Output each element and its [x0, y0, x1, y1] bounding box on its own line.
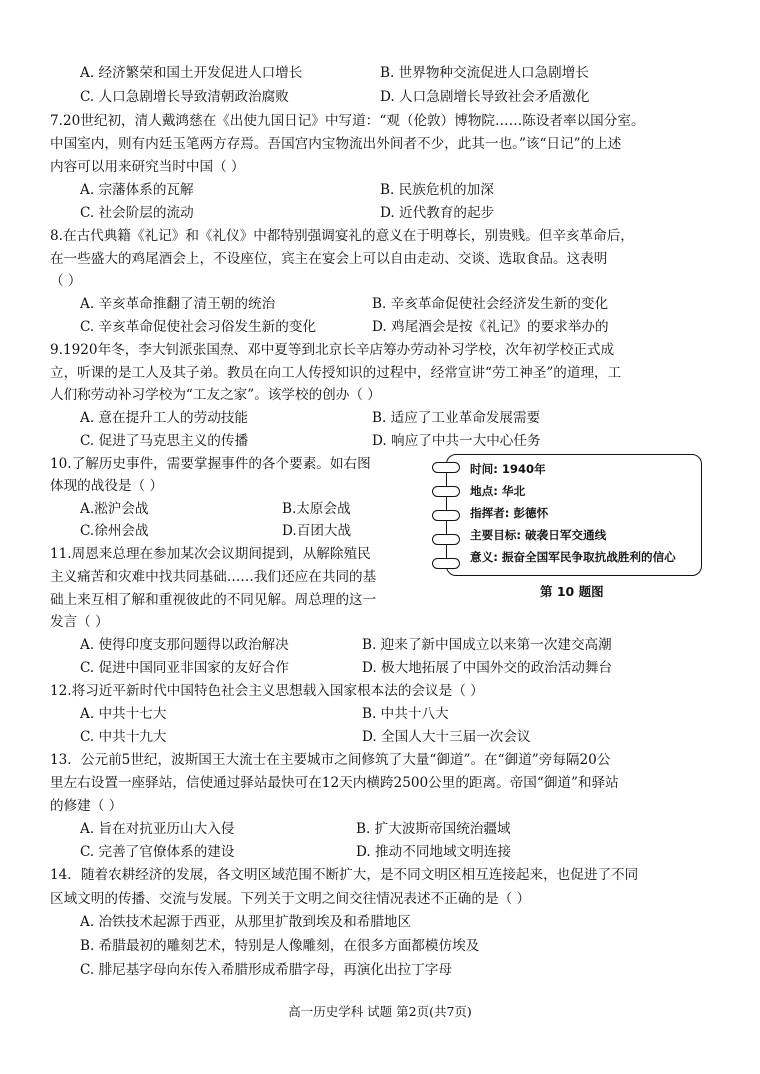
q8-option-b: B. 辛亥革命促使社会经济发生新的变化: [372, 296, 609, 312]
q9-stem-line3: 人们称劳动补习学校为“工友之家”。该学校的创办（ ）: [50, 387, 381, 403]
q9-option-d: D. 响应了中共一大中心任务: [372, 433, 541, 449]
q14-option-a: A. 冶铁技术起源于西亚，从那里扩散到埃及和希腊地区: [80, 914, 412, 930]
q7-stem-line2: 中国室内，则有内廷玉笔两方存焉。吾国宫内宝物流出外间者不少，此其一也。”该“日记”的上述: [50, 136, 622, 152]
q11-option-d: D. 极大地拓展了中国外交的政治活动舞台: [362, 660, 613, 676]
q12-option-d: D. 全国人大十三届一次会议: [362, 729, 531, 745]
q9-option-b: B. 适应了工业革命发展需要: [372, 410, 541, 426]
q11-stem-line4: 发言（ ）: [50, 614, 109, 630]
q10-option-c: C.徐州会战: [80, 523, 149, 539]
q12-option-a: A. 中共十七大: [80, 706, 167, 722]
q11-option-a: A. 使得印度支那问题得以政治解决: [80, 637, 289, 653]
q9-option-a: A. 意在提升工人的劳动技能: [80, 410, 248, 426]
q11-option-c: C. 促进中国同亚非国家的友好合作: [80, 660, 289, 676]
q7-option-d: D. 近代教育的起步: [380, 205, 495, 221]
q7-option-a: A. 宗藩体系的瓦解: [80, 182, 194, 198]
figure-target: 主要目标: 破袭日军交通线: [470, 528, 607, 542]
q10-figure-notebook: [432, 452, 704, 579]
q6-option-b: B. 世界物种交流促进人口急剧增长: [380, 65, 589, 81]
q6-option-d: D. 人口急剧增长导致社会矛盾激化: [380, 89, 590, 105]
figure-time: 时间: 1940年: [470, 462, 546, 476]
q6-option-c: C. 人口急剧增长导致清朝政治腐败: [80, 89, 289, 105]
q12-option-c: C. 中共十九大: [80, 729, 167, 745]
q14-option-c: C. 腓尼基字母向东传入希腊形成希腊字母，再演化出拉丁字母: [80, 962, 452, 978]
q7-option-b: B. 民族危机的加深: [380, 182, 494, 198]
q13-stem-line3: 的修建（ ）: [50, 798, 123, 814]
q13-option-c: C. 完善了官僚体系的建设: [80, 844, 235, 860]
q10-stem-line1: 10.了解历史事件，需要掌握事件的各个要素。如右图: [50, 456, 371, 472]
q13-option-a: A. 旨在对抗亚历山大入侵: [80, 821, 235, 837]
q12-option-b: B. 中共十八大: [362, 706, 449, 722]
q8-stem-line3: （ ）: [50, 273, 82, 289]
q12-stem: 12.将习近平新时代中国特色社会主义思想载入国家根本法的会议是（ ）: [50, 683, 484, 699]
figure-meaning: 意义: 振奋全国军民争取抗战胜利的信心: [470, 550, 676, 564]
q13-option-b: B. 扩大波斯帝国统治疆域: [356, 821, 511, 837]
q13-stem-line2: 里左右设置一座驿站，信使通过驿站最快可在12天内横跨2500公里的距离。帝国“御道”和驿站: [50, 775, 619, 791]
q14-option-b: B. 希腊最初的雕刻艺术，特别是人像雕刻，在很多方面都模仿埃及: [80, 938, 480, 954]
q13-option-d: D. 推动不同地域文明连接: [356, 844, 511, 860]
figure-caption: 第 10 题图: [540, 584, 604, 599]
figure-commander: 指挥者: 彭德怀: [470, 506, 549, 520]
q9-stem-line2: 立，听课的是工人及其子弟。教员在向工人传授知识的过程中，经常宣讲“劳工神圣”的道理，工: [50, 365, 622, 381]
q10-stem-line2: 体现的战役是（ ）: [50, 478, 164, 494]
q8-option-a: A. 辛亥革命推翻了清王朝的统治: [80, 296, 276, 312]
q8-stem-line1: 8.在古代典籍《礼记》和《礼仪》中都特别强调宴礼的意义在于明尊长，别贵贱。但辛亥革命后，: [50, 228, 634, 244]
notebook-ring-icon: [432, 462, 460, 473]
q10-option-a: A.淞沪会战: [80, 501, 149, 517]
q8-option-c: C. 辛亥革命促使社会习俗发生新的变化: [80, 319, 317, 335]
q10-option-d: D.百团大战: [282, 523, 352, 539]
q9-stem-line1: 9.1920年冬，李大钊派张国焘、邓中夏等到北京长辛店筹办劳动补习学校，次年初学校正式成: [50, 342, 615, 358]
notebook-ring-icon: [432, 558, 460, 569]
q7-stem-line1: 7.20世纪初，清人戴鸿慈在《出使九国日记》中写道：“观（伦敦）博物院……陈设者率以国分室。: [50, 113, 645, 129]
q10-option-b: B.太原会战: [282, 501, 351, 517]
q7-option-c: C. 社会阶层的流动: [80, 205, 194, 221]
q11-stem-line3: 础上来互相了解和重视彼此的不同见解。周总理的这一: [50, 592, 377, 608]
q9-option-c: C. 促进了马克思主义的传播: [80, 433, 249, 449]
q11-stem-line2: 主义痛苦和灾难中找共同基础……我们还应在共同的基: [50, 569, 377, 585]
q11-option-b: B. 迎来了新中国成立以来第一次建交高潮: [362, 637, 612, 653]
notebook-ring-icon: [432, 510, 460, 521]
notebook-ring-icon: [432, 534, 460, 545]
q7-stem-line3: 内容可以用来研究当时中国（ ）: [50, 159, 245, 175]
q13-stem-line1: 13．公元前5世纪，波斯国王大流士在主要城市之间修筑了大量“御道”。在“御道”旁每隔20公: [50, 752, 611, 768]
q6-option-a: A. 经济繁荣和国土开发促进人口增长: [80, 65, 303, 81]
q14-stem-line1: 14．随着农耕经济的发展，各文明区域范围不断扩大，是不同文明区相互连接起来，也促进了不同: [50, 867, 639, 883]
figure-place: 地点: 华北: [470, 484, 526, 498]
q8-option-d: D. 鸡尾酒会是按《礼记》的要求举办的: [372, 319, 609, 335]
q14-stem-line2: 区域文明的传播、交流与发展。下列关于文明之间交往情况表述不正确的是（ ）: [50, 891, 531, 907]
page-footer: 高一历史学科 试题 第2页(共7页): [288, 1004, 472, 1019]
notebook-ring-icon: [432, 486, 460, 497]
q8-stem-line2: 在一些盛大的鸡尾酒会上，不设座位，宾主在宴会上可以自由走动、交谈、选取食品。这表明: [50, 251, 608, 267]
q11-stem-line1: 11.周恩来总理在参加某次会议期间提到，从解除殖民: [50, 546, 371, 562]
